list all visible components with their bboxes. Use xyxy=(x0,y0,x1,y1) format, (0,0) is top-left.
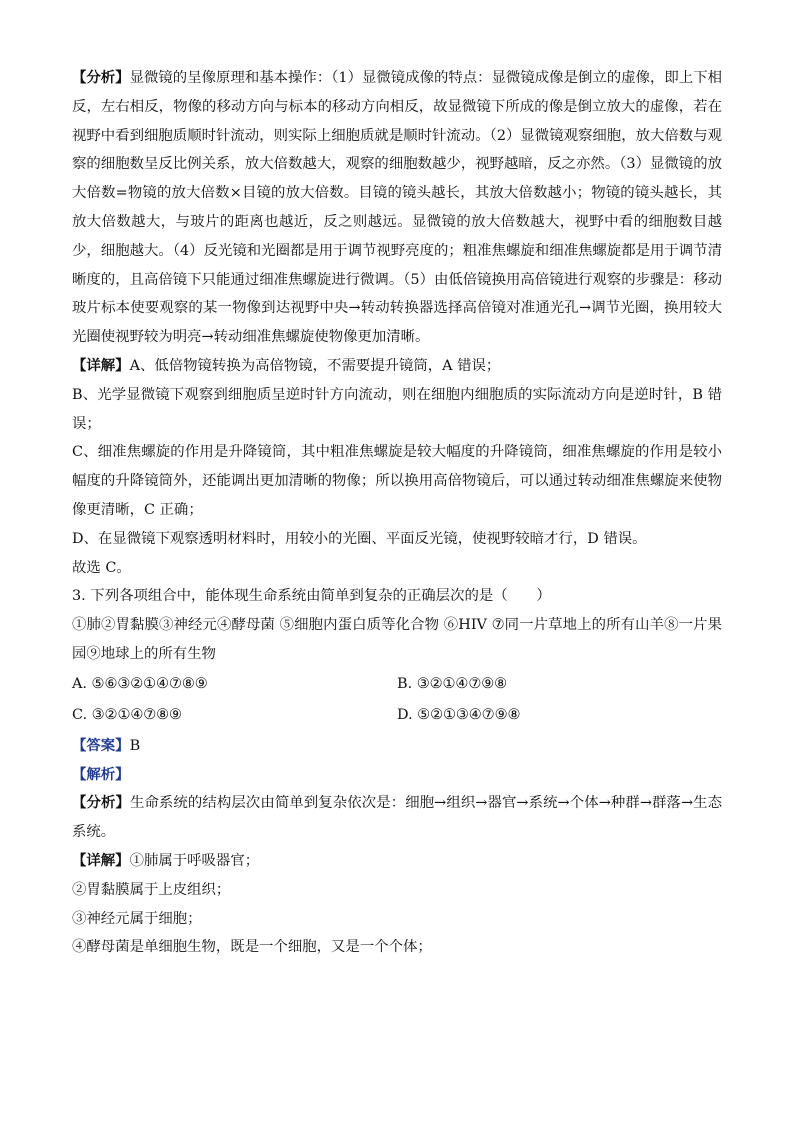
detail-option-c: C、细准焦螺旋的作用是升降镜筒，其中粗准焦螺旋是较大幅度的升降镜筒，细准焦螺旋的作用是较小幅度的升降镜筒外，还能调出更加清晰的物像；所以换用高倍物镜后，可以通过转动细准焦螺旋来使物像更清晰，C 正确； xyxy=(72,444,722,518)
analysis-paragraph-2 xyxy=(72,789,722,847)
option-a: A. ⑤⑥③②①④⑦⑧⑨ xyxy=(72,675,208,692)
detail-option-d: D、在显微镜下观察透明材料时，用较小的光圈、平面反光镜，使视野较暗才行，D 错误。 xyxy=(72,530,647,547)
analysis-tag: 【分析】 xyxy=(72,70,130,86)
detail-paragraph-a xyxy=(72,352,722,381)
answer-line xyxy=(72,732,722,761)
explanation-header xyxy=(72,761,722,790)
detail-2-line-1 xyxy=(72,847,722,876)
question-3-items: ①肺②胃黏膜③神经元④酵母菌 ⑤细胞内蛋白质等化合物 ⑥HIV ⑦同一片草地上的所有山羊⑧一片果园⑨地球上的所有生物 xyxy=(72,617,722,662)
analysis-text-2: 生命系统的结构层次由简单到复杂依次是：细胞→组织→器官→系统→个体→种群→群落→生态系统。 xyxy=(72,795,722,841)
option-b: B. ③②①④⑦⑨⑧ xyxy=(397,675,508,692)
option-d: D. ⑤②①③④⑦⑨⑧ xyxy=(397,707,521,724)
question-3-options xyxy=(72,669,722,732)
explanation-tag: 【解析】 xyxy=(72,766,130,783)
detail-2-line-4: ④酵母菌是单细胞生物，既是一个细胞，又是一个个体； xyxy=(72,939,432,956)
answer-tag: 【答案】 xyxy=(72,737,130,754)
detail-option-a: A、低倍物镜转换为高倍物镜，不需要提升镜筒，A 错误； xyxy=(129,357,501,374)
detail-2-line-2: ②胃黏膜属于上皮组织； xyxy=(72,881,231,898)
question-3-stem: 3. 下列各项组合中，能体现生命系统由简单到复杂的正确层次的是（ ） xyxy=(72,588,551,605)
detail-tag: 【详解】 xyxy=(72,357,130,374)
detail-conclusion: 故选 C。 xyxy=(72,559,131,576)
analysis-paragraph-1 xyxy=(72,64,722,352)
option-c: C. ③②①④⑦⑧⑨ xyxy=(72,707,182,724)
detail-option-b: B、光学显微镜下观察到细胞质呈逆时针方向流动，则在细胞内细胞质的实际流动方向是逆时针，B 错误； xyxy=(72,386,722,432)
answer-value: B xyxy=(129,737,141,754)
detail-2-line-3: ③神经元属于细胞； xyxy=(72,910,202,927)
page-content xyxy=(72,64,722,962)
analysis-tag-2: 【分析】 xyxy=(72,795,130,812)
analysis-text: 显微镜的呈像原理和基本操作：（1）显微镜成像的特点：显微镜成像是倒立的虚像，即上下相反，左右相反，物像的移动方向与标本的移动方向相反，故显微镜下所成的像是倒立放大的虚像，若在视野中看到细胞质顺时针流动，则实际上细胞质就是顺时针流动。（2）显微镜观察细胞，放大倍数与观察的细胞数呈反比例关系，放大倍数越大，观察的细胞数越少，视野越暗，反之亦然。（3）显微镜的放大倍数=物镜的放大倍数×目镜的放大倍数。目镜的镜头越长，其放大倍数越小；物镜的镜头越长，其放大倍数越大，与玻片的距离也越近，反之则越远。显微镜的放大倍数越大，视野中看的细胞数目越少，细胞越大。（4）反光镜和光圈都是用于调节视野亮度的；粗准焦螺旋和细准焦螺旋都是用于调节清晰度的，且高倍镜下只能通过细准焦螺旋进行微调。（5）由低倍镜换用高倍镜进行观察的步骤是：移动玻片标本使要观察的某一物像到达视野中央→转动转换器选择高倍镜对准通光孔→调节光圈，换用较大光圈使视野较为明亮→转动细准焦螺旋使物像更加清晰。 xyxy=(72,70,722,346)
detail-2-text-1: ①肺属于呼吸器官； xyxy=(129,852,260,869)
detail-tag-2: 【详解】 xyxy=(72,852,130,869)
